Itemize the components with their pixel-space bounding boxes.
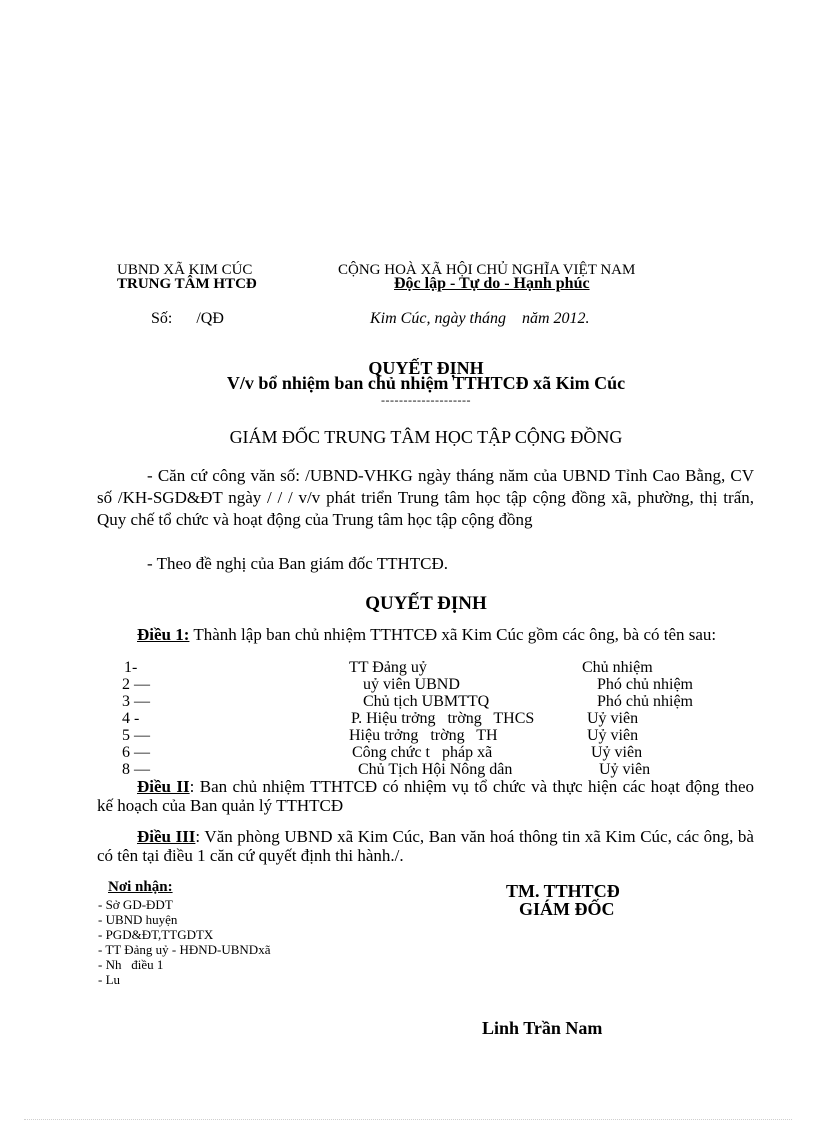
list-item: - TT Đảng uỷ - HĐND-UBNDxã <box>98 942 271 957</box>
member-role: Uỷ viên <box>599 761 651 778</box>
recipients-heading: Nơi nhận: <box>108 879 173 895</box>
list-item: - UBND huyện <box>98 912 178 927</box>
member-num: 4 - <box>122 710 140 727</box>
signature-title: TM. TTHTCĐ <box>506 881 620 901</box>
list-item: - Nh điều 1 <box>98 957 164 972</box>
member-position: uỷ viên UBND <box>363 676 460 693</box>
list-item: - Sở GD-ĐDT <box>98 897 173 912</box>
member-position: Hiệu trởng trờng TH <box>349 727 498 744</box>
article-3 <box>97 827 754 865</box>
article-2-text: : Ban chủ nhiệm TTHTCĐ có nhiệm vụ tổ chức và thực hiện các hoạt động theo kế hoạch của Ban quản lý TTHTCĐ <box>97 777 754 815</box>
national-title: CỘNG HOÀ XÃ HỘI CHỦ NGHĨA VIỆT NAM <box>338 262 636 278</box>
member-num: 1- <box>124 659 138 676</box>
divider: -------------------- <box>381 393 471 407</box>
member-position: Chủ tịch UBMTTQ <box>363 693 490 710</box>
list-item: - PGD&ĐT,TTGDTX <box>98 927 214 942</box>
document-number: Số: /QĐ <box>151 310 224 327</box>
article-1-text: Thành lập ban chủ nhiệm TTHTCĐ xã Kim Cúc gồm các ông, bà có tên sau: <box>189 625 717 644</box>
article-1 <box>97 625 754 644</box>
member-num: 8 — <box>122 761 150 778</box>
article-3-text: : Văn phòng UBND xã Kim Cúc, Ban văn hoá thông tin xã Kim Cúc, các ông, bà có tên tại điều 1 căn cứ quyết định thi hành./. <box>97 827 754 865</box>
basis-paragraph-2: - Theo đề nghị của Ban giám đốc TTHTCĐ. <box>147 554 449 573</box>
list-item: - Lu <box>98 972 121 987</box>
article-2 <box>97 777 754 815</box>
authority-title: GIÁM ĐỐC TRUNG TÂM HỌC TẬP CỘNG ĐỒNG <box>229 427 623 447</box>
member-num: 3 — <box>122 693 150 710</box>
place-date: Kim Cúc, ngày tháng năm 2012. <box>370 310 590 327</box>
decision-subject: V/v bổ nhiệm ban chủ nhiệm TTHTCĐ xã Kim Cúc <box>226 373 626 393</box>
decision-title: QUYẾT ĐỊNH <box>365 593 487 614</box>
page-edge-divider <box>24 1119 792 1120</box>
member-role: Uỷ viên <box>587 727 639 744</box>
member-role: Chủ nhiệm <box>582 659 653 676</box>
member-num: 2 — <box>122 676 150 693</box>
member-position: P. Hiệu trởng trờng THCS <box>351 710 535 727</box>
org-unit: TRUNG TÂM HTCĐ <box>117 276 257 292</box>
article-3-label: Điều III <box>137 827 196 846</box>
national-motto: Độc lập - Tự do - Hạnh phúc <box>394 275 590 292</box>
member-num: 6 — <box>122 744 150 761</box>
signature-position: GIÁM ĐỐC <box>519 899 615 919</box>
org-name: UBND XÃ KIM CÚC <box>117 262 253 278</box>
article-1-label: Điều 1: <box>137 625 190 644</box>
member-position: Công chức t pháp xã <box>352 744 493 761</box>
signer-name: Linh Trần Nam <box>482 1018 603 1038</box>
member-role: Phó chủ nhiệm <box>597 676 693 693</box>
member-role: Phó chủ nhiệm <box>597 693 693 710</box>
member-num: 5 — <box>122 727 150 744</box>
decision-heading: QUYẾT ĐỊNH <box>368 358 484 378</box>
member-position: Chủ Tịch Hội Nông dân <box>358 761 513 778</box>
member-role: Uỷ viên <box>591 744 643 761</box>
basis-paragraph-1: - Căn cứ công văn số: /UBND-VHKG ngày tháng năm của UBND Tỉnh Cao Bằng, CV số /KH-SGD&ĐT ngày / / / v/v phát triển Trung tâm học tập cộng đồng xã, phường, thị trấn, Quy chế tổ chức và hoạt động của Trung tâm học tập cộng đồng <box>97 466 754 529</box>
member-position: TT Đảng uỷ <box>349 659 427 676</box>
member-role: Uỷ viên <box>587 710 639 727</box>
article-2-label: Điều II <box>137 777 190 796</box>
